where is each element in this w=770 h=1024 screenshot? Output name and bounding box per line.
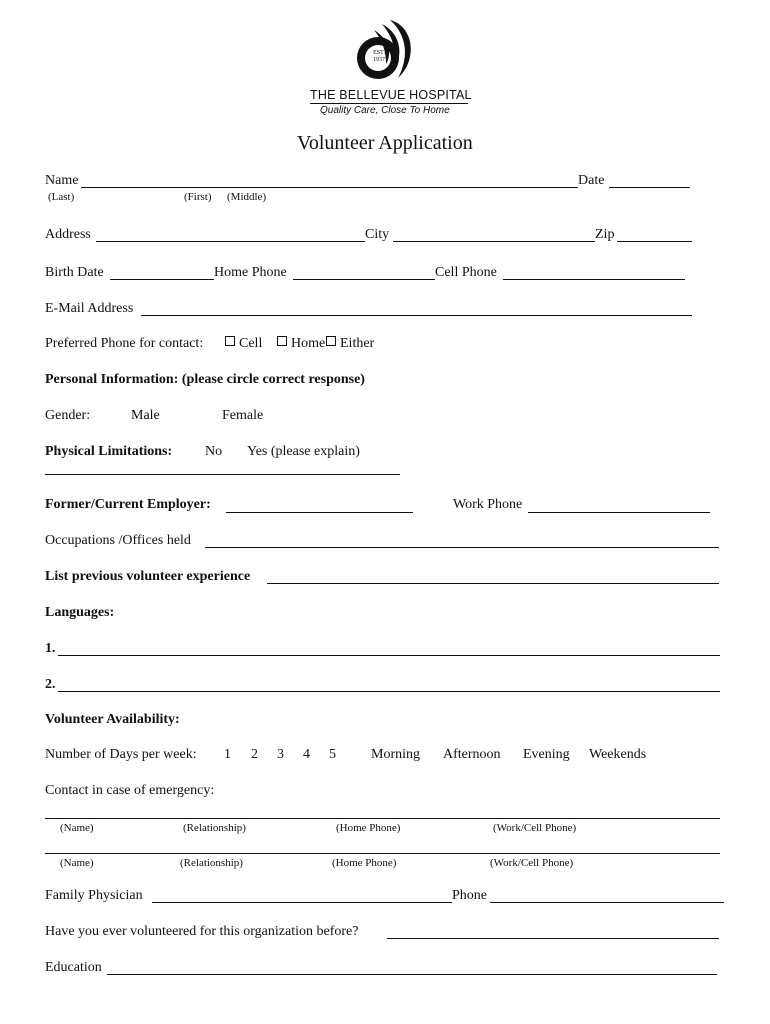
time-option-morning[interactable]: Morning [371, 747, 420, 762]
family-physician-field[interactable] [152, 902, 452, 903]
email-label: E-Mail Address [45, 301, 134, 316]
emergency-2-relationship-hint: (Relationship) [180, 857, 243, 869]
email-field[interactable] [141, 315, 692, 316]
employer-label: Former/Current Employer: [45, 497, 211, 512]
city-field[interactable] [393, 241, 595, 242]
language-1-label: 1. [45, 641, 56, 656]
physical-limitations-label: Physical Limitations: [45, 444, 173, 459]
physical-yes-option[interactable]: Yes (please explain) [247, 444, 360, 459]
birth-date-field[interactable] [110, 279, 214, 280]
preferred-phone-label: Preferred Phone for contact: [45, 336, 204, 351]
gender-female-option[interactable]: Female [222, 408, 264, 423]
day-option-5[interactable]: 5 [329, 747, 336, 762]
emergency-1-work-phone-hint: (Work/Cell Phone) [493, 822, 577, 834]
city-label: City [365, 227, 390, 242]
time-option-weekends[interactable]: Weekends [589, 747, 647, 762]
physician-phone-label: Phone [452, 888, 487, 903]
preferred-home-checkbox[interactable] [277, 336, 325, 352]
preferred-cell-checkbox[interactable] [225, 336, 262, 352]
checkbox-icon [277, 336, 287, 346]
work-phone-field[interactable] [528, 512, 710, 513]
address-field[interactable] [96, 241, 365, 242]
last-name-hint: (Last) [48, 191, 75, 203]
emergency-contact-2-field[interactable] [45, 853, 720, 854]
work-phone-label: Work Phone [453, 497, 523, 512]
preferred-either-checkbox[interactable] [326, 336, 374, 352]
emergency-2-name-hint: (Name) [60, 857, 94, 869]
emergency-contact-1-field[interactable] [45, 818, 720, 819]
zip-field[interactable] [617, 241, 692, 242]
cell-phone-label: Cell Phone [435, 265, 497, 280]
emergency-1-relationship-hint: (Relationship) [183, 822, 246, 834]
cell-phone-field[interactable] [503, 279, 685, 280]
language-2-field[interactable] [58, 691, 720, 692]
emergency-1-home-phone-hint: (Home Phone) [336, 822, 401, 834]
language-1-field[interactable] [58, 655, 720, 656]
employer-field[interactable] [226, 512, 413, 513]
first-name-hint: (First) [184, 191, 212, 203]
emergency-2-home-phone-hint: (Home Phone) [332, 857, 397, 869]
gender-male-option[interactable]: Male [131, 408, 160, 423]
physician-phone-field[interactable] [490, 902, 724, 903]
emergency-2-work-phone-hint: (Work/Cell Phone) [490, 857, 574, 869]
education-field[interactable] [107, 974, 717, 975]
language-2-label: 2. [45, 677, 56, 692]
prior-volunteer-label: Have you ever volunteered for this organization before? [45, 924, 359, 939]
physical-explain-field[interactable] [45, 474, 400, 475]
day-option-3[interactable]: 3 [277, 747, 284, 762]
middle-name-hint: (Middle) [227, 191, 267, 203]
checkbox-icon [225, 336, 235, 346]
availability-heading: Volunteer Availability: [45, 712, 180, 727]
time-option-evening[interactable]: Evening [523, 747, 570, 762]
days-per-week-label: Number of Days per week: [45, 747, 197, 762]
volunteer-experience-field[interactable] [267, 583, 719, 584]
family-physician-label: Family Physician [45, 888, 143, 903]
time-option-afternoon[interactable]: Afternoon [443, 747, 501, 762]
date-label: Date [578, 173, 605, 188]
day-option-1[interactable]: 1 [224, 747, 231, 762]
logo-divider [310, 103, 468, 104]
preferred-either-label: Either [340, 336, 375, 351]
preferred-cell-label: Cell [239, 336, 263, 351]
name-field[interactable] [81, 187, 578, 188]
personal-info-heading: Personal Information: (please circle correct response) [45, 372, 365, 387]
hospital-tagline: Quality Care, Close To Home [320, 105, 450, 116]
emergency-contact-label: Contact in case of emergency: [45, 783, 215, 798]
gender-label: Gender: [45, 408, 91, 423]
date-field[interactable] [609, 187, 690, 188]
hospital-name: THE BELLEVUE HOSPITAL [310, 88, 472, 102]
name-label: Name [45, 173, 79, 188]
day-option-4[interactable]: 4 [303, 747, 310, 762]
education-label: Education [45, 960, 102, 975]
form-title: Volunteer Application [297, 132, 473, 154]
occupations-label: Occupations /Offices held [45, 533, 191, 548]
zip-label: Zip [595, 227, 615, 242]
occupations-field[interactable] [205, 547, 719, 548]
languages-heading: Languages: [45, 605, 115, 620]
home-phone-field[interactable] [293, 279, 435, 280]
day-option-2[interactable]: 2 [251, 747, 258, 762]
address-label: Address [45, 227, 91, 242]
emergency-1-name-hint: (Name) [60, 822, 94, 834]
checkbox-icon [326, 336, 336, 346]
birth-date-label: Birth Date [45, 265, 104, 280]
logo-seal-text: EST. 1937 [373, 50, 385, 63]
home-phone-label: Home Phone [214, 265, 287, 280]
preferred-home-label: Home [291, 336, 326, 351]
prior-volunteer-field[interactable] [387, 938, 719, 939]
volunteer-experience-label: List previous volunteer experience [45, 569, 251, 584]
physical-no-option[interactable]: No [205, 444, 223, 459]
